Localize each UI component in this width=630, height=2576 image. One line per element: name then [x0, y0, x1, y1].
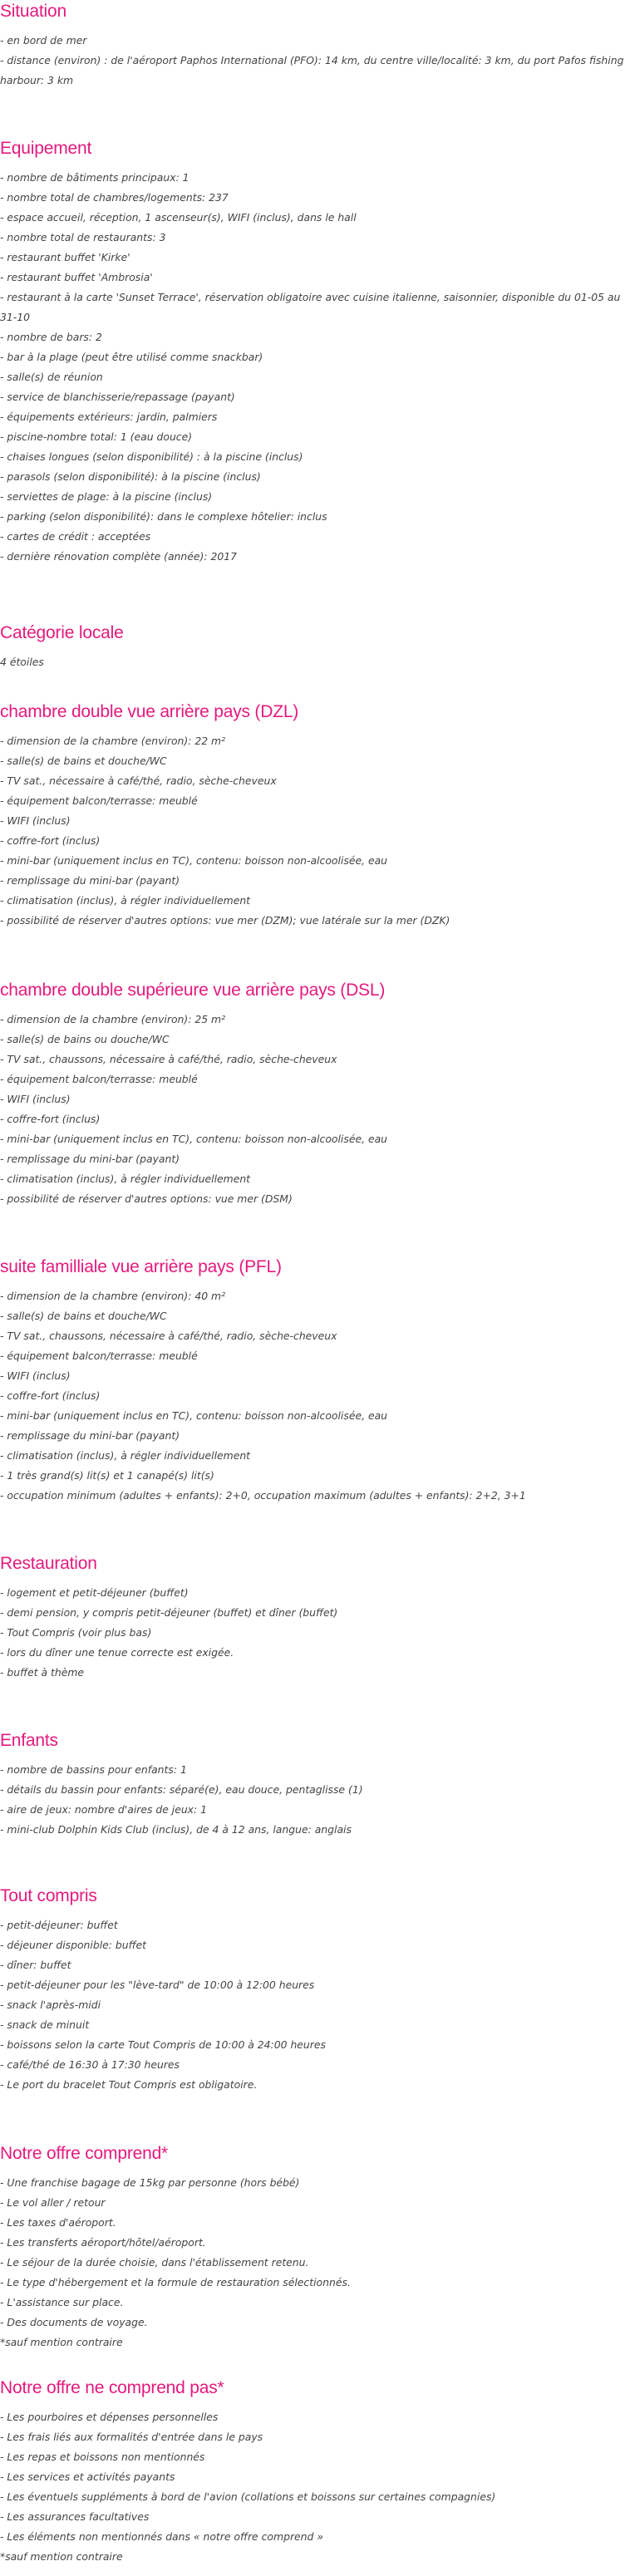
- section-list: [0, 1286, 630, 1506]
- list-item: - équipements extérieurs: jardin, palmiers: [0, 410, 218, 423]
- section-restauration: [0, 1554, 630, 1683]
- section-title: Notre offre comprend*: [0, 2144, 169, 2163]
- list-item: - Les pourboires et dépenses personnelles: [0, 2411, 219, 2423]
- list-item: - Les assurances facultatives: [0, 2510, 150, 2523]
- list-item: - restaurant à la carte 'Sunset Terrace', réservation obligatoire avec cuisine italienne, saisonnier, disponible du 01-05 au 31-10: [0, 291, 621, 323]
- list-item: - WIFI (inclus): [0, 814, 71, 827]
- list-item: - Des documents de voyage.: [0, 2316, 148, 2328]
- section-list: [0, 1010, 630, 1209]
- section-title: Restauration: [0, 1554, 97, 1573]
- section-enfants: [0, 1731, 630, 1840]
- list-item: - mini-bar (uniquement inclus en TC), contenu: boisson non-alcoolisée, eau: [0, 1409, 388, 1422]
- list-item: - climatisation (inclus), à régler individuellement: [0, 1172, 251, 1185]
- list-item: - remplissage du mini-bar (payant): [0, 874, 180, 887]
- list-item: - Les éventuels suppléments à bord de l'avion (collations et boissons sur certaines compagnies): [0, 2490, 496, 2503]
- list-item: - petit-déjeuner pour les "lève-tard" de 10:00 à 12:00 heures: [0, 1979, 315, 1991]
- footnote: *sauf mention contraire: [0, 2336, 123, 2348]
- list-item: - nombre de bars: 2: [0, 331, 102, 343]
- list-item: - restaurant buffet 'Kirke': [0, 251, 130, 263]
- list-item: - cartes de crédit : acceptées: [0, 530, 151, 543]
- section-tout-compris: [0, 1886, 630, 2095]
- section-list: [0, 31, 630, 91]
- section-title: Notre offre ne comprend pas*: [0, 2378, 224, 2397]
- footnote: *sauf mention contraire: [0, 2550, 123, 2563]
- list-item: - Une franchise bagage de 15kg par personne (hors bébé): [0, 2176, 300, 2189]
- list-item: - Les frais liés aux formalités d'entrée dans le pays: [0, 2431, 263, 2443]
- list-item: - équipement balcon/terrasse: meublé: [0, 794, 198, 807]
- list-item: - mini-bar (uniquement inclus en TC), contenu: boisson non-alcoolisée, eau: [0, 854, 388, 867]
- section-offre-comprend: [0, 2144, 630, 2352]
- list-item: - buffet à thème: [0, 1666, 85, 1679]
- list-item: - en bord de mer: [0, 34, 87, 47]
- list-item: - mini-club Dolphin Kids Club (inclus), de 4 à 12 ans, langue: anglais: [0, 1823, 352, 1836]
- list-item: - salle(s) de bains ou douche/WC: [0, 1033, 170, 1045]
- section-title: Tout compris: [0, 1886, 97, 1905]
- section-list: [0, 652, 630, 672]
- list-item: - mini-bar (uniquement inclus en TC), contenu: boisson non-alcoolisée, eau: [0, 1133, 388, 1145]
- list-item: - nombre total de chambres/logements: 237: [0, 191, 229, 204]
- list-item: - service de blanchisserie/repassage (payant): [0, 391, 235, 403]
- list-item: - WIFI (inclus): [0, 1369, 71, 1382]
- list-item: - demi pension, y compris petit-déjeuner (buffet) et dîner (buffet): [0, 1606, 338, 1619]
- list-item: - équipement balcon/terrasse: meublé: [0, 1073, 198, 1085]
- list-item: - coffre-fort (inclus): [0, 1389, 101, 1402]
- list-item: - coffre-fort (inclus): [0, 1113, 101, 1125]
- list-item: - Les éléments non mentionnés dans « notre offre comprend »: [0, 2530, 323, 2543]
- list-item: - Les repas et boissons non mentionnés: [0, 2451, 205, 2463]
- list-item: - Les services et activités payants: [0, 2470, 175, 2483]
- section-title: Equipement: [0, 139, 92, 158]
- list-item: - dîner: buffet: [0, 1959, 71, 1971]
- list-item: - occupation minimum (adultes + enfants): 2+0, occupation maximum (adultes + enfants): 2+2, 3+1: [0, 1489, 526, 1502]
- list-item: - aire de jeux: nombre d'aires de jeux: 1: [0, 1803, 208, 1816]
- list-item: - TV sat., chaussons, nécessaire à café/thé, radio, sèche-cheveux: [0, 1053, 337, 1065]
- list-item: - chaises longues (selon disponibilité) : à la piscine (inclus): [0, 450, 303, 463]
- list-item: - nombre de bâtiments principaux: 1: [0, 171, 189, 184]
- section-title: Enfants: [0, 1731, 58, 1750]
- section-title: suite familliale vue arrière pays (PFL): [0, 1257, 282, 1276]
- list-item: - dernière rénovation complète (année): 2017: [0, 550, 237, 563]
- list-item: - possibilité de réserver d'autres options: vue mer (DZM); vue latérale sur la mer (DZK): [0, 914, 450, 927]
- list-item: - TV sat., chaussons, nécessaire à café/thé, radio, sèche-cheveux: [0, 1330, 337, 1342]
- list-item: - nombre de bassins pour enfants: 1: [0, 1763, 187, 1776]
- list-item: - Les taxes d'aéroport.: [0, 2216, 116, 2229]
- list-item: - serviettes de plage: à la piscine (inclus): [0, 490, 213, 503]
- list-item: - salle(s) de bains et douche/WC: [0, 755, 167, 767]
- list-item: 4 étoiles: [0, 656, 44, 668]
- list-item: - petit-déjeuner: buffet: [0, 1919, 118, 1931]
- list-item: - Tout Compris (voir plus bas): [0, 1626, 152, 1639]
- list-item: - équipement balcon/terrasse: meublé: [0, 1349, 198, 1362]
- list-item: - climatisation (inclus), à régler individuellement: [0, 1449, 251, 1462]
- list-item: - WIFI (inclus): [0, 1093, 71, 1105]
- list-item: - remplissage du mini-bar (payant): [0, 1429, 180, 1442]
- list-item: - TV sat., nécessaire à café/thé, radio, sèche-cheveux: [0, 774, 277, 787]
- section-title: Situation: [0, 2, 66, 21]
- list-item: - Le port du bracelet Tout Compris est obligatoire.: [0, 2078, 258, 2091]
- list-item: - climatisation (inclus), à régler individuellement: [0, 894, 251, 907]
- list-item: - nombre total de restaurants: 3: [0, 231, 166, 243]
- list-item: - L'assistance sur place.: [0, 2296, 124, 2308]
- list-item: - parasols (selon disponibilité): à la piscine (inclus): [0, 470, 261, 483]
- list-item: - dimension de la chambre (environ): 40 m²: [0, 1290, 226, 1302]
- list-item: - remplissage du mini-bar (payant): [0, 1153, 180, 1165]
- section-list: [0, 2173, 630, 2352]
- list-item: - espace accueil, réception, 1 ascenseur(s), WIFI (inclus), dans le hall: [0, 211, 357, 224]
- section-title: chambre double supérieure vue arrière pays (DSL): [0, 981, 386, 1000]
- section-suite-pfl: [0, 1257, 630, 1506]
- section-situation: [0, 2, 630, 91]
- list-item: - coffre-fort (inclus): [0, 834, 101, 847]
- section-equipement: [0, 139, 630, 567]
- list-item: - bar à la plage (peut être utilisé comme snackbar): [0, 351, 263, 363]
- list-item: - possibilité de réserver d'autres options: vue mer (DSM): [0, 1192, 293, 1205]
- list-item: - piscine-nombre total: 1 (eau douce): [0, 430, 193, 443]
- section-categorie-locale: [0, 623, 630, 672]
- list-item: - café/thé de 16:30 à 17:30 heures: [0, 2058, 180, 2071]
- list-item: - salle(s) de bains et douche/WC: [0, 1310, 167, 1322]
- list-item: - salle(s) de réunion: [0, 371, 103, 383]
- section-list: [0, 2407, 630, 2567]
- list-item: - déjeuner disponible: buffet: [0, 1939, 147, 1951]
- list-item: - distance (environ) : de l'aéroport Paphos International (PFO): 14 km, du centre ville/localité: 3 km, du port Pafos fishing harbour: 3 km: [0, 54, 624, 86]
- list-item: - Les transferts aéroport/hôtel/aéroport.: [0, 2236, 206, 2249]
- section-list: [0, 168, 630, 567]
- list-item: - Le séjour de la durée choisie, dans l'établissement retenu.: [0, 2256, 309, 2269]
- section-list: [0, 731, 630, 931]
- list-item: - dimension de la chambre (environ): 25 m²: [0, 1013, 226, 1025]
- list-item: - parking (selon disponibilité): dans le complexe hôtelier: inclus: [0, 510, 327, 523]
- list-item: - 1 très grand(s) lit(s) et 1 canapé(s) lit(s): [0, 1469, 214, 1482]
- list-item: - dimension de la chambre (environ): 22 m²: [0, 735, 226, 747]
- section-offre-ne-comprend-pas: [0, 2378, 630, 2567]
- section-title: chambre double vue arrière pays (DZL): [0, 702, 299, 721]
- list-item: - Le type d'hébergement et la formule de restauration sélectionnés.: [0, 2276, 351, 2288]
- section-list: [0, 1760, 630, 1840]
- section-title: Catégorie locale: [0, 623, 124, 642]
- list-item: - Le vol aller / retour: [0, 2196, 106, 2209]
- list-item: - lors du dîner une tenue correcte est exigée.: [0, 1646, 234, 1659]
- section-room-dsl: [0, 981, 630, 1209]
- list-item: - logement et petit-déjeuner (buffet): [0, 1586, 189, 1599]
- list-item: - snack l'après-midi: [0, 1998, 101, 2011]
- list-item: - boissons selon la carte Tout Compris de 10:00 à 24:00 heures: [0, 2038, 326, 2051]
- section-list: [0, 1583, 630, 1683]
- section-list: [0, 1915, 630, 2095]
- section-room-dzl: [0, 702, 630, 931]
- list-item: - restaurant buffet 'Ambrosia': [0, 271, 153, 283]
- list-item: - détails du bassin pour enfants: séparé(e), eau douce, pentaglisse (1): [0, 1783, 363, 1796]
- list-item: - snack de minuit: [0, 2018, 90, 2031]
